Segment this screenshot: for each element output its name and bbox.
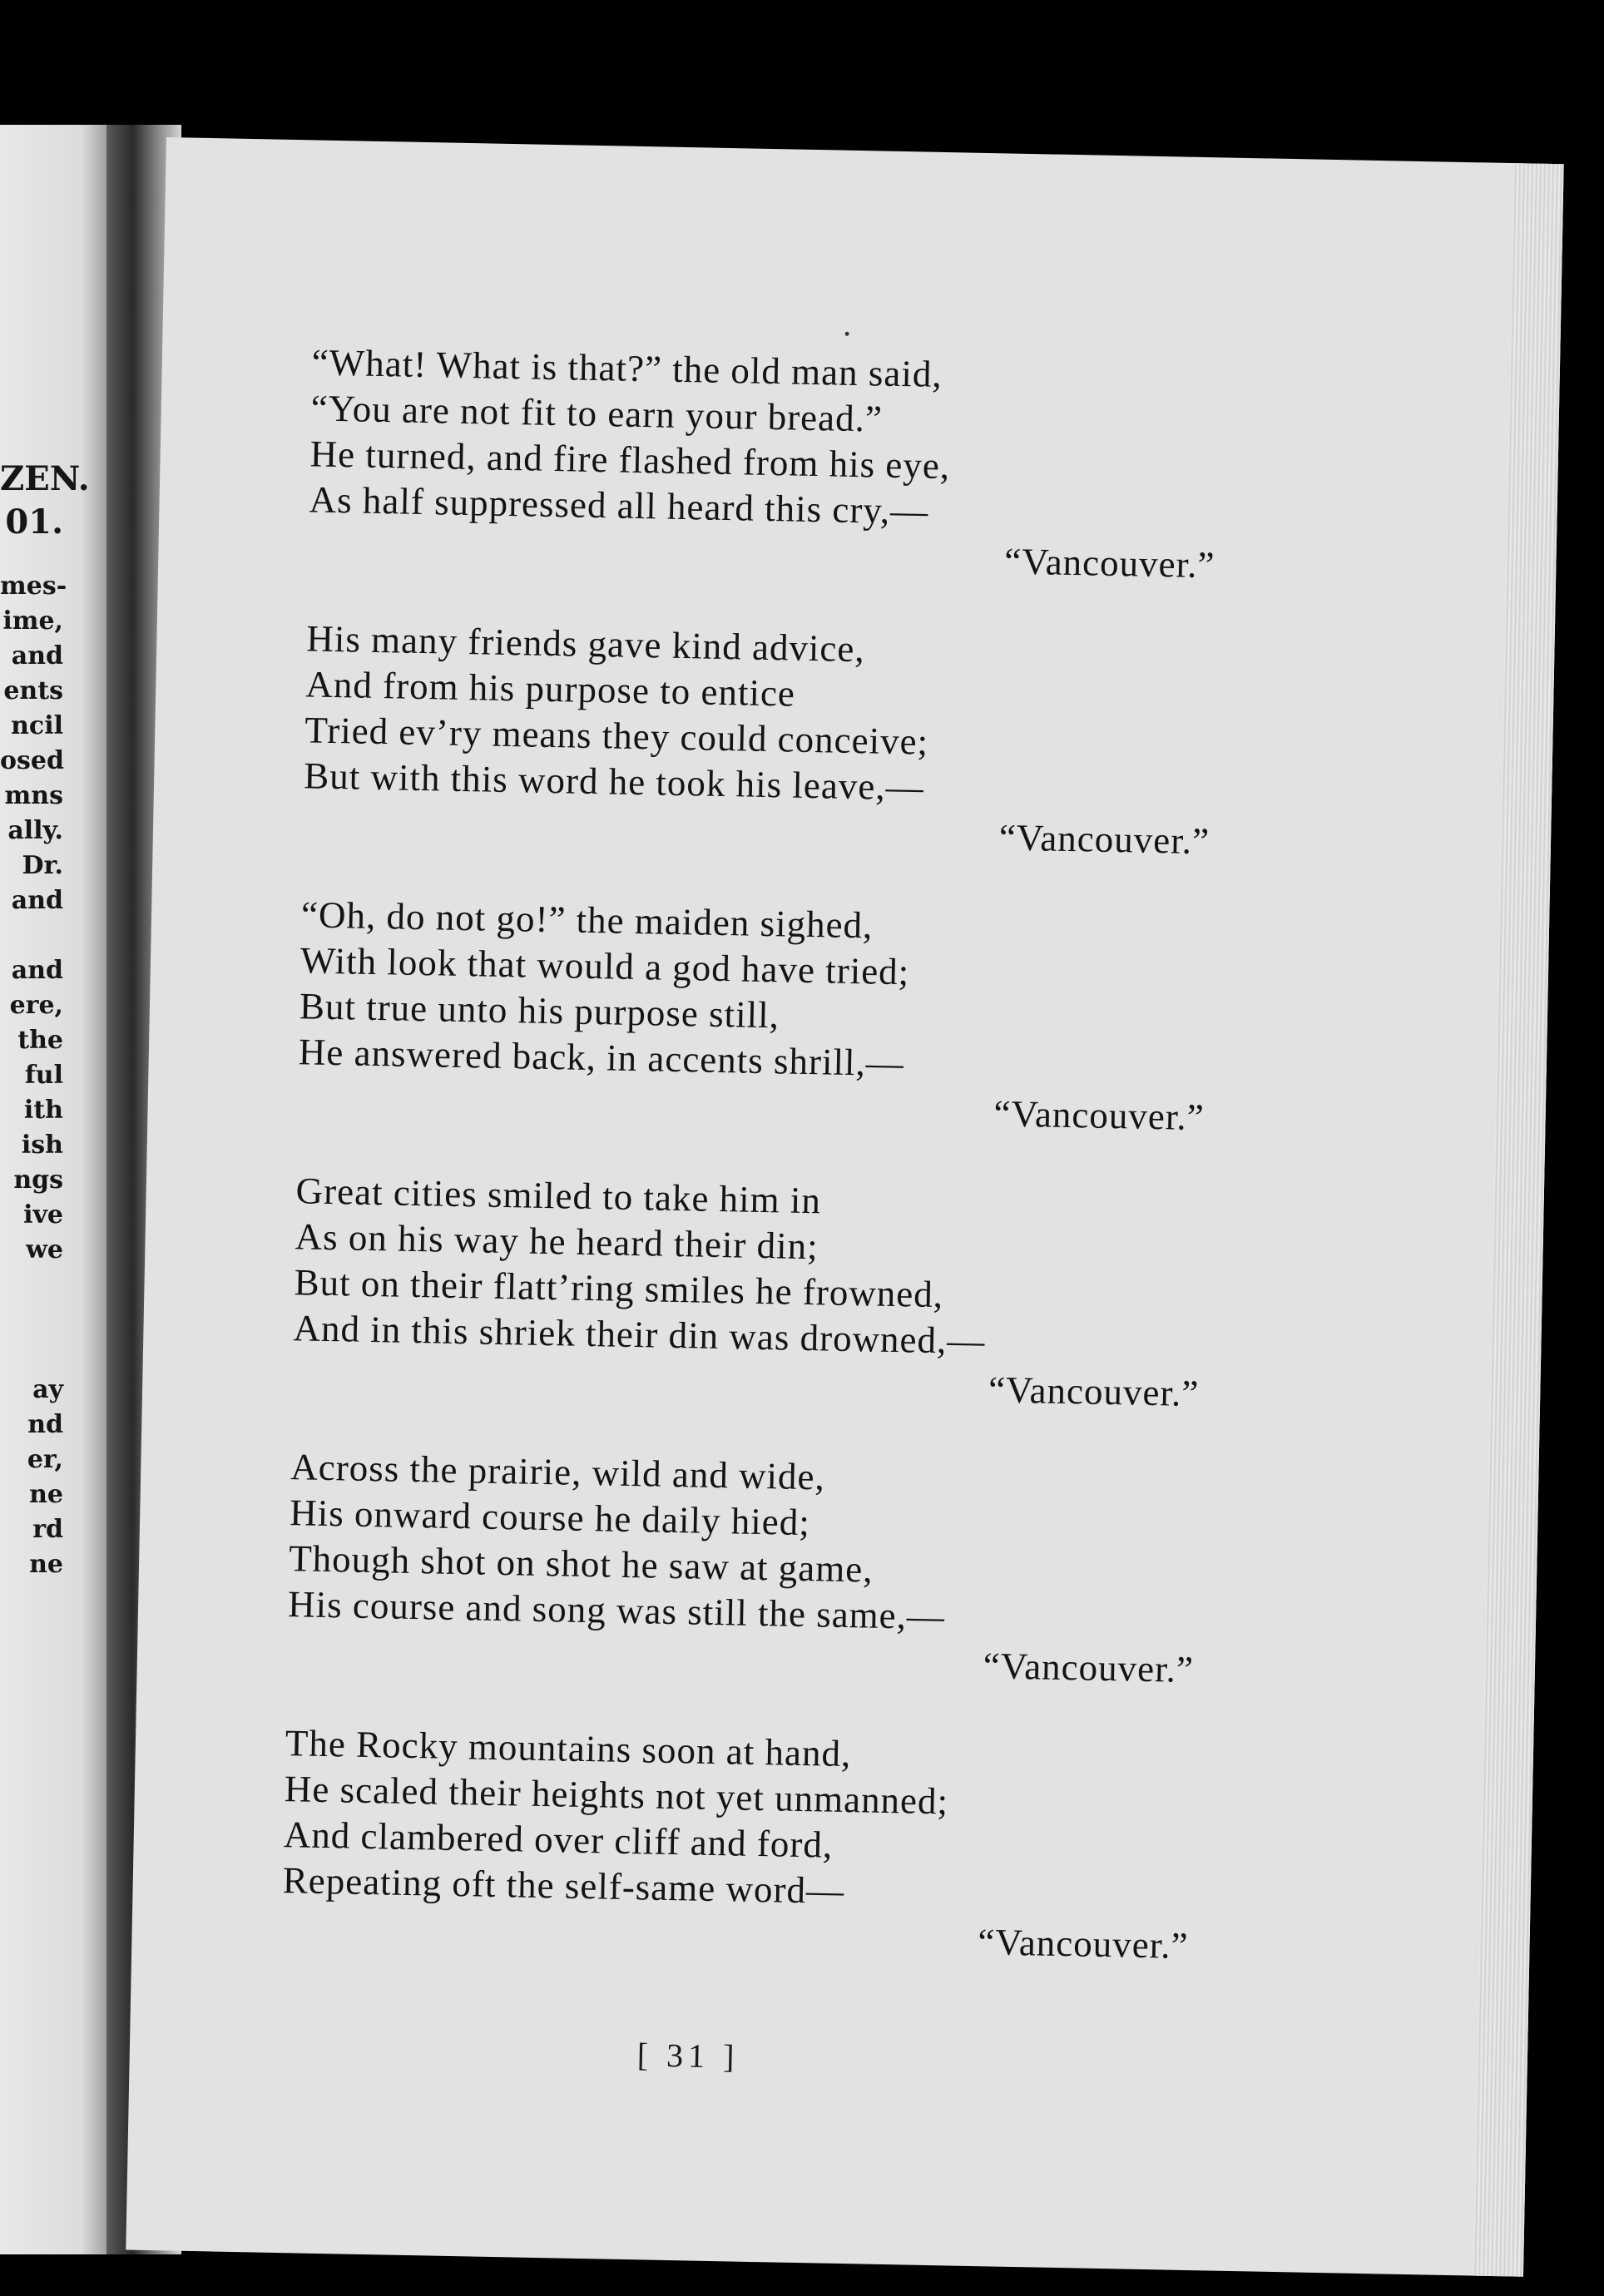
poem-refrain: “Vancouver.” (977, 1921, 1189, 1967)
poem-line: “You are not fit to earn your bread.” (310, 387, 884, 440)
poem-line: And in this shriek their din was drowned,— (293, 1307, 986, 1363)
poem-line: But with this word he took his leave,— (303, 755, 925, 809)
poem-line: “Oh, do not go!” the maiden sighed, (300, 893, 874, 947)
left-fragment: 01. (5, 502, 63, 542)
poem-line: But true unto his purpose still, (299, 985, 780, 1037)
right-page (126, 137, 1563, 2277)
left-fragment: ne (29, 1480, 63, 1509)
ink-speck (845, 332, 849, 336)
poem-line: He turned, and fire flashed from his eye, (309, 433, 951, 487)
left-fragment: ful (24, 1061, 63, 1090)
left-fragment: osed (0, 746, 64, 775)
left-fragment: ally. (7, 816, 63, 845)
poem-refrain: “Vancouver.” (983, 1645, 1195, 1691)
poem-line: But on their flatt’ring smiles he frowned, (294, 1261, 944, 1316)
poem-line: His many friends gave kind advice, (305, 617, 866, 670)
poem-refrain: “Vancouver.” (988, 1368, 1200, 1415)
poem-line: And from his purpose to entice (304, 663, 796, 715)
poem-line: As on his way he heard their din; (295, 1215, 819, 1268)
left-fragment: er, (27, 1445, 63, 1474)
left-fragment: ncil (11, 711, 63, 740)
poem-line: Across the prairie, wild and wide, (290, 1446, 826, 1498)
left-fragment: we (26, 1235, 63, 1264)
poem-line: And clambered over cliff and ford, (283, 1814, 834, 1866)
stanza-6 (281, 1720, 1217, 1971)
poem-line: “What! What is that?” the old man said, (311, 341, 943, 395)
poem-line: His course and song was still the same,— (287, 1583, 946, 1638)
left-page-text-fragments (0, 458, 90, 1582)
left-fragment: ish (21, 1131, 63, 1160)
left-fragment: mes- (0, 572, 67, 601)
poem-line: Great cities smiled to take him in (295, 1170, 822, 1222)
stanza-3 (297, 892, 1233, 1142)
poem-refrain: “Vancouver.” (998, 816, 1210, 863)
left-fragment: the (17, 1026, 63, 1055)
poem-line: Repeating oft the self-same word— (282, 1859, 845, 1913)
left-fragment: rd (32, 1515, 63, 1544)
left-fragment: ere, (9, 991, 63, 1020)
left-fragment: ents (3, 676, 63, 705)
stanza-1 (308, 339, 1244, 590)
poem-line: His onward course he daily hied; (289, 1492, 811, 1544)
left-fragment: ay (32, 1375, 63, 1404)
left-fragment: and (11, 886, 63, 915)
page-number: [ 31 ] (636, 2036, 740, 2076)
left-fragment: and (11, 956, 63, 985)
left-fragment: ngs (13, 1165, 63, 1195)
stanza-4 (292, 1168, 1228, 1418)
poem (280, 339, 1244, 2014)
left-fragment: ith (23, 1096, 63, 1125)
left-fragment: ne (29, 1550, 63, 1579)
left-fragment: and (11, 641, 63, 670)
poem-line: With look that would a god have tried; (300, 939, 910, 993)
poem-refrain: “Vancouver.” (1003, 540, 1215, 586)
page-edge (1473, 163, 1564, 2277)
poem-line: The Rocky mountains soon at hand, (285, 1722, 852, 1775)
left-fragment: ive (23, 1200, 63, 1230)
poem-line: Tried ev’ry means they could conceive; (304, 709, 929, 763)
left-page (0, 125, 116, 2254)
left-fragment: nd (27, 1410, 63, 1439)
left-fragment: mns (4, 781, 63, 810)
stanza-5 (286, 1444, 1222, 1695)
left-fragment: Dr. (22, 851, 63, 880)
poem-line: Though shot on shot he saw at game, (288, 1537, 874, 1591)
poem-line: He answered back, in accents shrill,— (298, 1031, 905, 1085)
stanza-2 (303, 616, 1239, 866)
poem-refrain: “Vancouver.” (993, 1092, 1205, 1139)
left-fragment: ime, (2, 606, 63, 636)
left-fragment: ZEN. (0, 459, 90, 498)
poem-line: He scaled their heights not yet unmanned; (284, 1768, 949, 1823)
poem-line: As half suppressed all heard this cry,— (309, 478, 929, 532)
